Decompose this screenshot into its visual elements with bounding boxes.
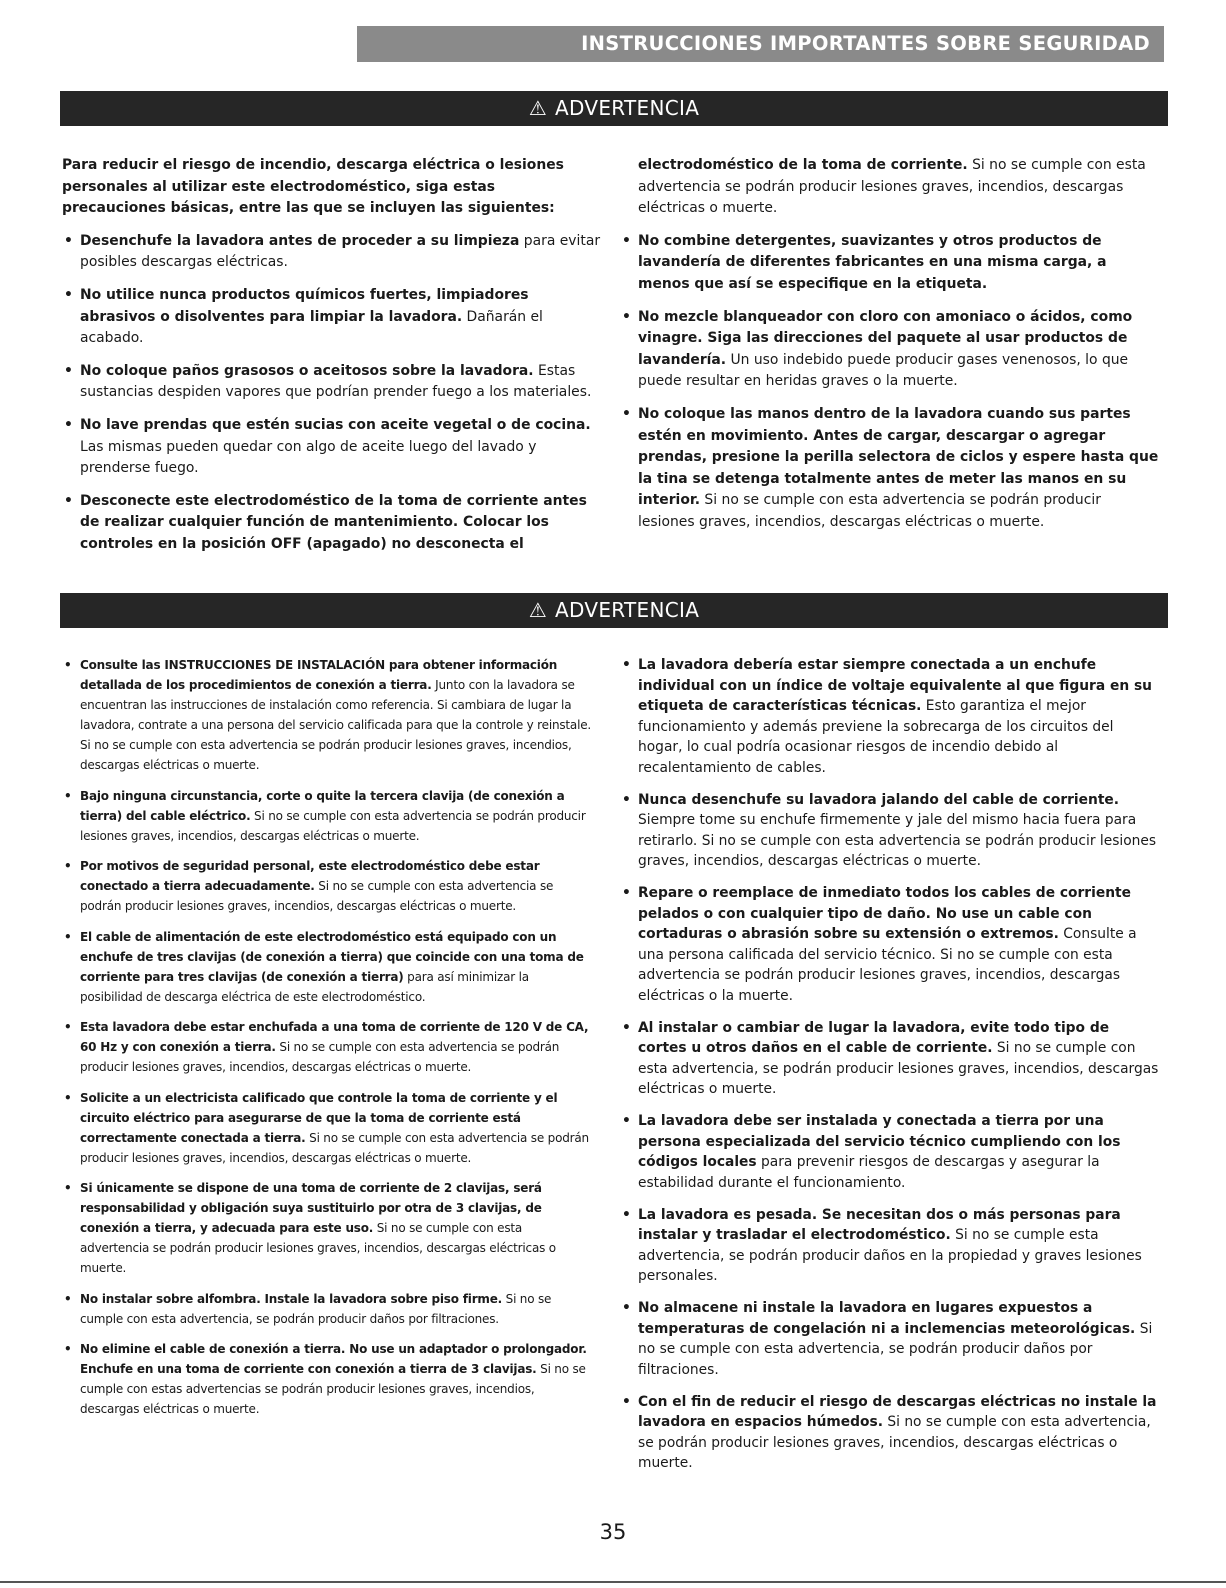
list-item: • Al instalar o cambiar de lugar la lavadora, evite todo tipo de cortes u otros daños en el cable de corriente. Si no se cumple con esta advertencia, se podrán producir lesiones graves, incendios, descargas eléctricas o muerte. [620, 1018, 1160, 1100]
list-item: • No mezcle blanqueador con cloro con amoniaco o ácidos, como vinagre. Siga las direcciones del paquete al usar productos de lavandería. Un uso indebido puede producir gases venenosos, lo que puede resultar en heridas graves o la muerte. [620, 307, 1160, 393]
list-item: • Bajo ninguna circunstancia, corte o quite la tercera clavija (de conexión a tierra) del cable eléctrico. Si no se cumple con esta advertencia se podrán producir lesiones graves, incendios, descargas eléctricas o muerte. [62, 786, 594, 846]
list-item: • No utilice nunca productos químicos fuertes, limpiadores abrasivos o disolventes para limpiar la lavadora. Dañarán el acabado. [62, 285, 602, 350]
list-item: • La lavadora debe ser instalada y conectada a tierra por una persona especializada del servicio técnico cumpliendo con los códigos locales para prevenir riesgos de descargas y asegurar la estabilidad durante el funcionamiento. [620, 1111, 1160, 1193]
list-item: • Esta lavadora debe estar enchufada a una toma de corriente de 120 V de CA, 60 Hz y con conexión a tierra. Si no se cumple con esta advertencia se podrán producir lesiones graves, incendios, descargas eléctricas o muerte. [62, 1017, 594, 1077]
list-item: • Si únicamente se dispone de una toma de corriente de 2 clavijas, será responsabilidad y obligación suya sustituirlo por otra de 3 clavijas, de conexión a tierra, y adecuada para este uso. Si no se cumple con esta advertencia se podrán producir lesiones graves, incendios, descargas eléctricas o muerte. [62, 1178, 594, 1278]
list-item: • La lavadora debería estar siempre conectada a un enchufe individual con un índice de voltaje equivalente al que figura en su etiqueta de características técnicas. Esto garantiza el mejor funcionamiento y además previene la sobrecarga de los circuitos del hogar, lo cual podría ocasionar riesgos de incendio debido al recalentamiento de cables. [620, 655, 1160, 778]
list-item: • La lavadora es pesada. Se necesitan dos o más personas para instalar y trasladar el electrodoméstico. Si no se cumple esta advertencia, se podrán producir daños en la propiedad y graves lesiones personales. [620, 1205, 1160, 1287]
list-item: • No lave prendas que estén sucias con aceite vegetal o de cocina. Las mismas pueden quedar con algo de aceite luego del lavado y prenderse fuego. [62, 415, 602, 480]
section2-right-list [620, 655, 1160, 1474]
page-banner: INSTRUCCIONES IMPORTANTES SOBRE SEGURIDAD [357, 26, 1164, 62]
warning-triangle-icon: ⚠ [528, 598, 548, 622]
section1-left-list [62, 231, 602, 556]
warning-triangle-icon: ⚠ [528, 96, 548, 120]
section2-right-column [620, 655, 1160, 1485]
list-item: • No combine detergentes, suavizantes y otros productos de lavandería de diferentes fabricantes en una misma carga, a menos que así se especifique en la etiqueta. [620, 231, 1160, 296]
list-item: • Repare o reemplace de inmediato todos los cables de corriente pelados o con cualquier tipo de daño. No use un cable con cortaduras o abrasión sobre su extensión o extremos. Consulte a una persona calificada del servicio técnico. Si no se cumple con esta advertencia se podrán producir lesiones graves, incendios, descargas eléctricas o la muerte. [620, 883, 1160, 1006]
list-item: • No coloque las manos dentro de la lavadora cuando sus partes estén en movimiento. Antes de cargar, descargar o agregar prendas, presione la perilla selectora de ciclos y espere hasta que la tina se detenga totalmente antes de meter las manos en su interior. Si no se cumple con esta advertencia se podrán producir lesiones graves, incendios, descargas eléctricas o muerte. [620, 404, 1160, 534]
list-item: • No coloque paños grasosos o aceitosos sobre la lavadora. Estas sustancias despiden vapores que podrían prender fuego a los materiales. [62, 361, 602, 404]
warning-title-2: ADVERTENCIA [555, 598, 700, 622]
list-item: • No almacene ni instale la lavadora en lugares expuestos a temperaturas de congelación ni a inclemencias meteorológicas. Si no se cumple con esta advertencia, se podrán producir daños por filtraciones. [620, 1298, 1160, 1380]
list-item: • Consulte las INSTRUCCIONES DE INSTALACIÓN para obtener información detallada de los procedimientos de conexión a tierra. Junto con la lavadora se encuentran las instrucciones de instalación como referencia. Si cambiara de lugar la lavadora, contrate a una persona del servicio calificada para que la controle y reinstale. Si no se cumple con esta advertencia se podrán producir lesiones graves, incendios, descargas eléctricas o muerte. [62, 655, 594, 775]
warning-header-1 [60, 91, 1168, 126]
section1-left-column [62, 155, 602, 567]
list-item: • No instalar sobre alfombra. Instale la lavadora sobre piso firme. Si no se cumple con esta advertencia, se podrán producir daños por filtraciones. [62, 1289, 594, 1329]
list-item: • Desenchufe la lavadora antes de proceder a su limpieza para evitar posibles descargas eléctricas. [62, 231, 602, 274]
section2-left-list [62, 655, 594, 1419]
list-item: • Solicite a un electricista calificado que controle la toma de corriente y el circuito eléctrico para asegurarse de que la toma de corriente está correctamente conectada a tierra. Si no se cumple con esta advertencia se podrán producir lesiones graves, incendios, descargas eléctricas o muerte. [62, 1088, 594, 1168]
warning-header-2 [60, 593, 1168, 628]
section1-continuation: electrodoméstico de la toma de corriente. Si no se cumple con esta advertencia se podrán producir lesiones graves, incendios, descargas eléctricas o muerte. [638, 157, 1146, 217]
list-item: • Nunca desenchufe su lavadora jalando del cable de corriente. Siempre tome su enchufe firmemente y jale del mismo hacia fuera para retirarlo. Si no se cumple con esta advertencia se podrán producir lesiones graves, incendios, descargas eléctricas o muerte. [620, 790, 1160, 872]
list-item: • No elimine el cable de conexión a tierra. No use un adaptador o prolongador. Enchufe en una toma de corriente con conexión a tierra de 3 clavijas. Si no se cumple con estas advertencias se podrán producir lesiones graves, incendios, descargas eléctricas o muerte. [62, 1339, 594, 1419]
section1-right-list [620, 231, 1160, 534]
warning-title-1: ADVERTENCIA [555, 96, 700, 120]
section1-right-column [620, 155, 1160, 545]
list-item: • Por motivos de seguridad personal, este electrodoméstico debe estar conectado a tierra adecuadamente. Si no se cumple con esta advertencia se podrán producir lesiones graves, incendios, descargas eléctricas o muerte. [62, 856, 594, 916]
list-item: • Desconecte este electrodoméstico de la toma de corriente antes de realizar cualquier función de mantenimiento. Colocar los controles en la posición OFF (apagado) no desconecta el [62, 491, 602, 556]
section1-intro: Para reducir el riesgo de incendio, descarga eléctrica o lesiones personales al utilizar este electrodoméstico, siga estas precauciones básicas, entre las que se incluyen las siguientes: [62, 157, 564, 217]
section2-left-column [62, 655, 594, 1430]
list-item: • Con el fin de reducir el riesgo de descargas eléctricas no instale la lavadora en espacios húmedos. Si no se cumple con esta advertencia, se podrán producir lesiones graves, incendios, descargas eléctricas o muerte. [620, 1392, 1160, 1474]
bottom-divider [0, 1581, 1226, 1583]
page-number: 35 [599, 1520, 627, 1544]
list-item: • El cable de alimentación de este electrodoméstico está equipado con un enchufe de tres clavijas (de conexión a tierra) que coincide con una toma de corriente para tres clavijas (de conexión a tierra) para así minimizar la posibilidad de descarga eléctrica de este electrodoméstico. [62, 927, 594, 1007]
